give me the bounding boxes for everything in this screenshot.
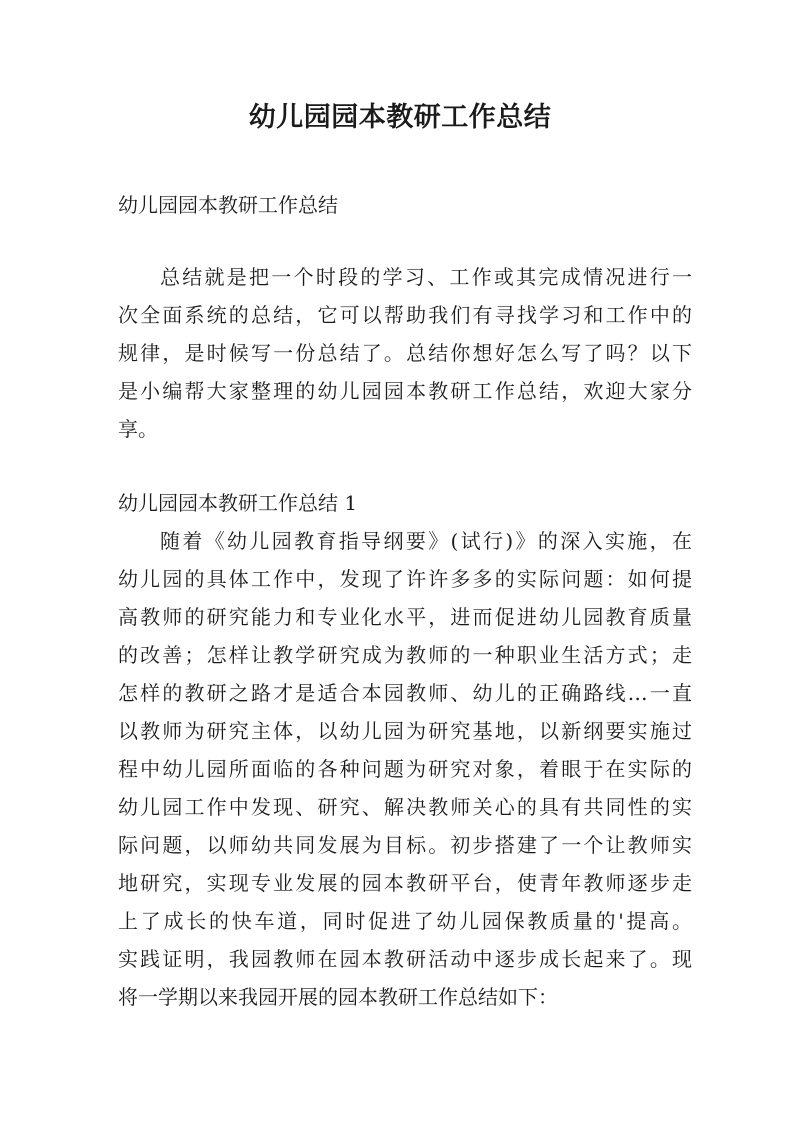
body-line: 际问题，以师幼共同发展为目标。初步搭建了一个让教师实 [118, 833, 692, 857]
body-line: 幼儿园工作中发现、研究、解决教师关心的具有共同性的实 [118, 795, 692, 819]
intro-line: 次全面系统的总结，它可以帮助我们有寻找学习和工作中的 [118, 303, 692, 327]
body-line: 以教师为研究主体，以幼儿园为研究基地，以新纲要实施过 [118, 719, 692, 743]
body-line: 地研究，实现专业发展的园本教研平台，使青年教师逐步走 [118, 871, 692, 895]
body-line: 幼儿园的具体工作中，发现了许许多多的实际问题：如何提 [118, 567, 692, 591]
body-line: 实践证明，我园教师在园本教研活动中逐步成长起来了。现 [118, 947, 692, 971]
body-line: 程中幼儿园所面临的各种问题为研究对象，着眼于在实际的 [118, 757, 692, 781]
body-line: 将一学期以来我园开展的园本教研工作总结如下： [118, 985, 558, 1009]
intro-line: 享。 [118, 417, 158, 441]
body-line: 高教师的研究能力和专业化水平，进而促进幼儿园教育质量 [118, 605, 692, 629]
body-line: 的改善；怎样让教学研究成为教师的一种职业生活方式；走 [118, 643, 692, 667]
document-subtitle: 幼儿园园本教研工作总结 [118, 193, 338, 217]
section-heading: 幼儿园园本教研工作总结 1 [118, 491, 358, 515]
body-line: 上了成长的快车道，同时促进了幼儿园保教质量的'提高。 [118, 909, 692, 933]
body-line: 随着《幼儿园教育指导纲要》(试行)》的深入实施，在 [160, 529, 692, 553]
intro-line: 规律，是时候写一份总结了。总结你想好怎么写了吗？以下 [118, 341, 692, 365]
intro-line: 总结就是把一个时段的学习、工作或其完成情况进行一 [160, 265, 692, 289]
body-line: 怎样的教研之路才是适合本园教师、幼儿的正确路线…一直 [118, 681, 692, 705]
intro-line: 是小编帮大家整理的幼儿园园本教研工作总结，欢迎大家分 [118, 379, 692, 403]
document-title: 幼儿园园本教研工作总结 [248, 102, 552, 133]
